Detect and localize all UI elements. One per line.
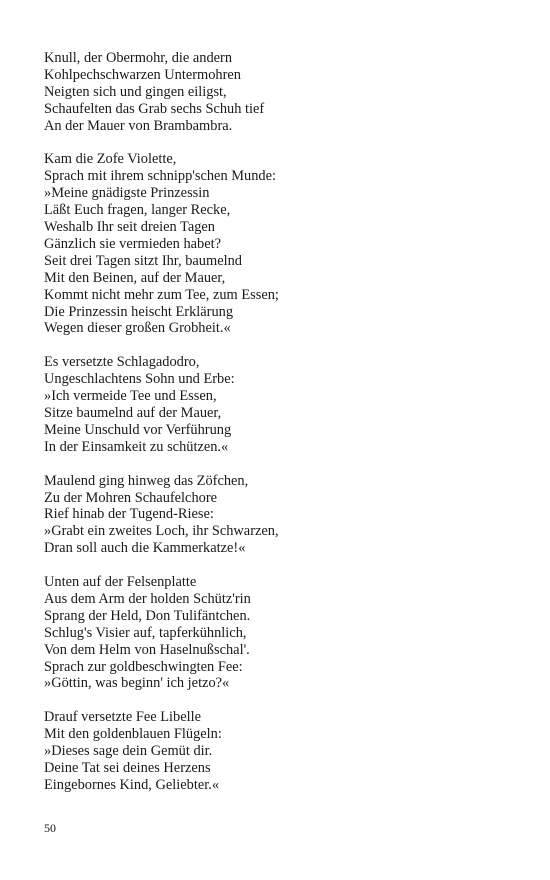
stanza-4 [44, 473, 514, 558]
poem-line: Meine Unschuld vor Verführung [44, 421, 232, 438]
poem-line: Maulend ging hinweg das Zöfchen, [44, 472, 249, 489]
poem-line: Es versetzte Schlagadodro, [44, 354, 200, 371]
stanza-3 [44, 354, 514, 455]
stanza-5 [44, 574, 514, 692]
poem-line: Gänzlich sie vermieden habet? [44, 235, 222, 252]
poem-line: »Dieses sage dein Gemüt dir. [44, 743, 213, 760]
poem-line: Kohlpechschwarzen Untermohren [44, 66, 241, 83]
poem-body [44, 50, 514, 811]
poem-line: »Meine gnädigste Prinzessin [44, 185, 210, 202]
poem-line: Eingebornes Kind, Geliebter.« [44, 776, 220, 793]
poem-line: Zu der Mohren Schaufelchore [44, 489, 218, 506]
poem-line: Rief hinab der Tugend-Riese: [44, 506, 214, 523]
poem-line: Drauf versetzte Fee Libelle [44, 709, 202, 726]
poem-line: Mit den Beinen, auf der Mauer, [44, 269, 226, 286]
poem-line: Mit den goldenblauen Flügeln: [44, 726, 222, 743]
stanza-6 [44, 709, 514, 794]
page-number: 50 [44, 821, 56, 835]
poem-line: Die Prinzessin heischt Erklärung [44, 303, 234, 320]
poem-line: Wegen dieser großen Grobheit.« [44, 320, 231, 337]
poem-line: In der Einsamkeit zu schützen.« [44, 438, 229, 455]
poem-line: Kommt nicht mehr zum Tee, zum Essen; [44, 286, 279, 303]
poem-line: Sprach mit ihrem schnipp'schen Munde: [44, 168, 276, 185]
poem-line: Deine Tat sei deines Herzens [44, 759, 211, 776]
poem-line: Kam die Zofe Violette, [44, 151, 177, 168]
poem-line: Aus dem Arm der holden Schütz'rin [44, 590, 251, 607]
poem-line: Läßt Euch fragen, langer Recke, [44, 202, 231, 219]
poem-line: Seit drei Tagen sitzt Ihr, baumelnd [44, 252, 242, 269]
poem-line: »Grabt ein zweites Loch, ihr Schwarzen, [44, 523, 279, 540]
poem-line: An der Mauer von Brambambra. [44, 117, 233, 134]
poem-line: Knull, der Obermohr, die andern [44, 50, 233, 66]
poem-line: Sprang der Held, Don Tulifäntchen. [44, 607, 251, 624]
poem-line: Weshalb Ihr seit dreien Tagen [44, 219, 215, 236]
poem-line: Sitze baumelnd auf der Mauer, [44, 405, 222, 421]
poem-line: Dran soll auch die Kammerkatze!« [44, 540, 246, 557]
poem-line: »Ich vermeide Tee und Essen, [44, 388, 217, 405]
poem-line: Schlug's Visier auf, tapferkühnlich, [44, 624, 247, 641]
stanza-1 [44, 50, 514, 135]
poem-line: Schaufelten das Grab sechs Schuh tief [44, 100, 265, 117]
poem-line: Ungeschlachtens Sohn und Erbe: [44, 371, 235, 388]
poem-line: Von dem Helm von Haselnußschal'. [44, 641, 250, 658]
stanza-2 [44, 151, 514, 337]
poem-line: Unten auf der Felsenplatte [44, 574, 197, 591]
poem-line: »Göttin, was beginn' ich jetzo?« [44, 675, 230, 692]
poem-line: Neigten sich und gingen eiligst, [44, 83, 227, 100]
poem-line: Sprach zur goldbeschwingten Fee: [44, 658, 243, 675]
